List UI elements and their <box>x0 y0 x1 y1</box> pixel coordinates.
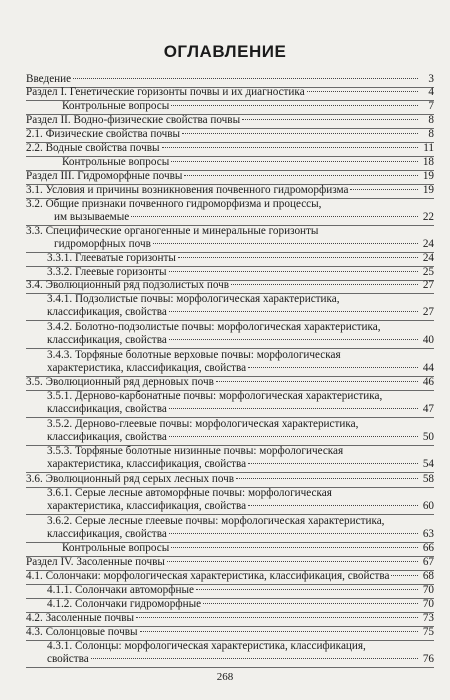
toc-entry-title: Контрольные вопросы <box>62 156 170 168</box>
toc-entry-title: классификация, свойства <box>47 403 167 416</box>
toc-page-number: 70 <box>422 584 434 596</box>
toc-entry[interactable] <box>62 542 434 555</box>
toc-page-number: 22 <box>422 211 434 224</box>
toc-entry[interactable] <box>47 598 434 611</box>
toc-entry-title: 3.4.2. Болотно-подзолистые почвы: морфологическая характеристика, <box>47 321 381 333</box>
leader-dots <box>140 630 418 632</box>
row-separator <box>26 667 434 668</box>
toc-entry[interactable] <box>47 584 434 597</box>
toc-entry[interactable] <box>47 293 434 320</box>
leader-dots <box>169 435 418 437</box>
toc-entry[interactable] <box>26 570 434 583</box>
toc-entry-title: 4.3. Солонцовые почвы <box>26 626 138 638</box>
toc-entry-title: 3.5.1. Дерново-карбонатные почвы: морфологическая характеристика, <box>47 390 383 402</box>
toc-page-number: 27 <box>422 279 434 291</box>
leader-dots <box>171 546 418 548</box>
toc-entry[interactable] <box>47 266 434 279</box>
toc-entry[interactable] <box>47 515 434 542</box>
leader-dots <box>236 477 418 479</box>
toc-entry-title: классификация, свойства <box>47 528 167 541</box>
toc-entry[interactable] <box>47 418 434 445</box>
toc-entry-title: характеристика, классификация, свойства <box>47 500 247 513</box>
toc-entry[interactable] <box>47 487 434 514</box>
toc-entry-title: свойства <box>47 653 89 666</box>
toc-page-number: 27 <box>422 306 434 319</box>
leader-dots <box>242 118 418 120</box>
leader-dots <box>136 616 418 618</box>
toc-page-number: 7 <box>428 100 434 112</box>
toc-entry-title: 3.4. Эволюционный ряд подзолистых почв <box>26 279 230 291</box>
toc-page-number: 67 <box>422 556 434 568</box>
toc-entry-title: 3.6.1. Серые лесные автоморфные почвы: морфологическая <box>47 487 332 499</box>
toc-entry-title: 3.5.2. Дерново-глеевые почвы: морфологическая характеристика, <box>47 418 359 430</box>
toc-entry-title: 3.3.2. Глеевые горизонты <box>47 266 167 278</box>
toc-page-number: 75 <box>422 626 434 638</box>
toc-entry-title: классификация, свойства <box>47 334 167 347</box>
leader-dots <box>171 104 418 106</box>
toc-page-number: 47 <box>422 403 434 416</box>
leader-dots <box>216 380 418 382</box>
toc-entry[interactable] <box>26 142 434 155</box>
toc-entry-title: характеристика, классификация, свойства <box>47 362 247 375</box>
toc-entry-title: 3.3. Специфические органогенные и минеральные горизонты <box>26 225 319 237</box>
toc-entry[interactable] <box>26 86 434 99</box>
toc-entry[interactable] <box>62 100 434 113</box>
leader-dots <box>131 215 418 217</box>
toc-page-number: 8 <box>428 128 434 140</box>
toc-entry[interactable] <box>47 349 434 376</box>
toc-page-number: 19 <box>422 170 434 182</box>
toc-page-number: 50 <box>422 431 434 444</box>
toc-entry[interactable] <box>26 279 434 292</box>
toc-entry-title: Контрольные вопросы <box>62 542 170 554</box>
toc-page-number: 76 <box>422 653 434 666</box>
toc-entry-title: им вызываемые <box>54 211 130 224</box>
page-title: ОГЛАВЛЕНИЕ <box>163 42 287 61</box>
toc-entry-title: 3.1. Условия и причины возникновения почвенного гидроморфизма <box>26 184 349 196</box>
toc-page-number: 11 <box>423 142 434 154</box>
toc-entry-title: 4.2. Засоленные почвы <box>26 612 135 624</box>
toc-entry-title: 4.3.1. Солонцы: морфологическая характеристика, классификация, <box>47 640 366 652</box>
toc-entry[interactable] <box>26 198 434 225</box>
toc-entry-title: Раздел II. Водно-физические свойства почвы <box>26 114 241 126</box>
page-number: 268 <box>216 671 234 683</box>
toc-page-number: 66 <box>422 542 434 554</box>
toc-entry-title: 3.5. Эволюционный ряд дерновых почв <box>26 376 214 388</box>
leader-dots <box>169 310 418 312</box>
toc-entry-title: классификация, свойства <box>47 431 167 444</box>
toc-page-number: 60 <box>422 500 434 513</box>
toc-page-number: 24 <box>422 252 434 264</box>
toc-page-number: 58 <box>422 473 434 485</box>
leader-dots <box>248 366 418 368</box>
leader-dots <box>350 188 418 190</box>
toc-entry[interactable] <box>26 170 434 183</box>
toc-entry[interactable] <box>26 612 434 625</box>
toc-entry-title: 4.1.2. Солончаки гидроморфные <box>47 598 202 610</box>
toc-page-number: 46 <box>422 376 434 388</box>
toc-page-number: 8 <box>428 114 434 126</box>
leader-dots <box>169 532 418 534</box>
leader-dots <box>203 602 418 604</box>
toc-entry[interactable] <box>47 640 434 667</box>
toc-entry[interactable] <box>26 73 434 86</box>
leader-dots <box>153 242 418 244</box>
leader-dots <box>169 407 418 409</box>
toc-entry-title: Раздел IV. Засоленные почвы <box>26 556 165 568</box>
toc-entry-title: гидроморфных почв <box>54 238 151 251</box>
toc-page-number: 73 <box>422 612 434 624</box>
leader-dots <box>231 283 418 285</box>
leader-dots <box>169 338 418 340</box>
toc-entry[interactable] <box>47 321 434 348</box>
toc-entry[interactable] <box>26 225 434 252</box>
toc-entry-title: 3.5.3. Торфяные болотные низинные почвы: морфологическая <box>47 445 344 457</box>
toc-page-number: 18 <box>422 156 434 168</box>
leader-dots <box>182 132 418 134</box>
toc-page-number: 25 <box>422 266 434 278</box>
toc-page-number: 63 <box>422 528 434 541</box>
toc-entry-title: 2.2. Водные свойства почвы <box>26 142 160 154</box>
toc-entry[interactable] <box>26 473 434 486</box>
leader-dots <box>196 588 418 590</box>
toc-entry[interactable] <box>47 252 434 265</box>
toc-entry-title: 3.2. Общие признаки почвенного гидроморфизма и процессы, <box>26 198 322 210</box>
leader-dots <box>73 77 418 79</box>
leader-dots <box>391 574 418 576</box>
toc-entry[interactable] <box>26 184 434 197</box>
toc-page-number: 19 <box>422 184 434 196</box>
toc-entry[interactable] <box>26 376 434 389</box>
leader-dots <box>248 462 418 464</box>
toc-entry-title: Раздел I. Генетические горизонты почвы и их диагностика <box>26 86 305 98</box>
leader-dots <box>184 174 418 176</box>
toc-page-number: 24 <box>422 238 434 251</box>
toc-entry[interactable] <box>62 156 434 169</box>
leader-dots <box>248 504 418 506</box>
toc-page-number: 54 <box>422 458 434 471</box>
toc-entry-title: 3.6.2. Серые лесные глеевые почвы: морфологическая характеристика, <box>47 515 385 527</box>
leader-dots <box>171 160 418 162</box>
leader-dots <box>91 657 418 659</box>
toc-entry[interactable] <box>26 114 434 127</box>
toc-entry-title: Раздел III. Гидроморфные почвы <box>26 170 183 182</box>
toc-entry-title: Контрольные вопросы <box>62 100 170 112</box>
toc-entry-title: 3.4.3. Торфяные болотные верховые почвы: морфологическая <box>47 349 341 361</box>
toc-page-number: 4 <box>428 86 434 98</box>
toc-entry-title: 3.3.1. Глееватые горизонты <box>47 252 176 264</box>
toc-entry[interactable] <box>47 390 434 417</box>
leader-dots <box>178 256 418 258</box>
leader-dots <box>307 90 418 92</box>
toc-page-number: 40 <box>422 334 434 347</box>
toc-entry-title: 3.4.1. Подзолистые почвы: морфологическая характеристика, <box>47 293 340 305</box>
toc-entry-title: 4.1. Солончаки: морфологическая характеристика, классификация, свойства <box>26 570 390 582</box>
toc-entry-title: классификация, свойства <box>47 306 167 319</box>
toc-entry-title: Введение <box>26 73 72 85</box>
leader-dots <box>162 146 419 148</box>
leader-dots <box>167 560 418 562</box>
toc-entry[interactable] <box>26 556 434 569</box>
toc-entry-title: 4.1.1. Солончаки автоморфные <box>47 584 194 596</box>
toc-page-number: 44 <box>422 362 434 375</box>
toc-entry-title: характеристика, классификация, свойства <box>47 458 247 471</box>
toc-page-number: 70 <box>422 598 434 610</box>
toc-page-number: 3 <box>428 73 434 85</box>
leader-dots <box>169 270 419 272</box>
toc-entry-title: 2.1. Физические свойства почвы <box>26 128 181 140</box>
toc-entry[interactable] <box>26 128 434 141</box>
toc-entry-title: 3.6. Эволюционный ряд серых лесных почв <box>26 473 235 485</box>
toc-page-number: 68 <box>422 570 434 582</box>
toc-entry[interactable] <box>26 626 434 639</box>
toc-entry[interactable] <box>47 445 434 472</box>
